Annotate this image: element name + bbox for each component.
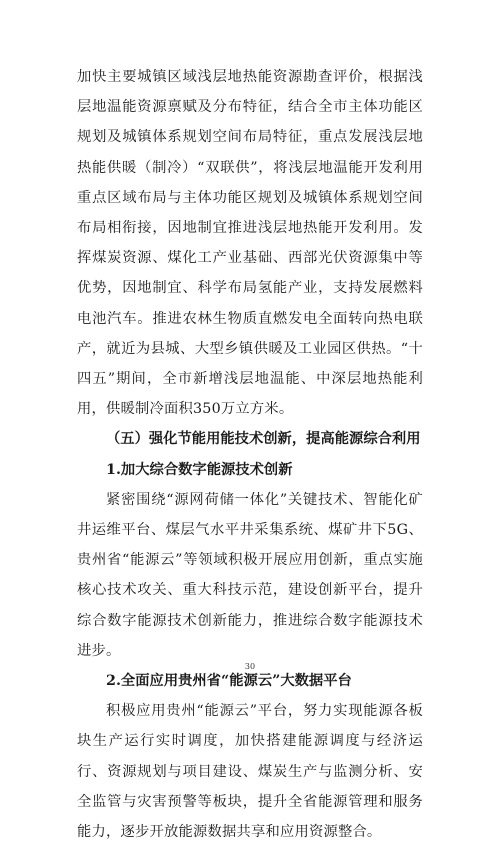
paragraph-geothermal: 加快主要城镇区域浅层地热能资源勘查评价，根据浅层地温能资源禀赋及分布特征，结合全市主体功能区规划及城镇体系规划空间布局特征，重点发展浅层地热能供暖（制冷）“双联供”，将浅层地温能开发利用重点区域布局与主体功能区规划及城镇体系规划空间布局相衔接，因地制宜推进浅层地热能开发利用。发挥煤炭资源、煤化工产业基础、西部光伏资源集中等优势，因地制宜、科学布局氢能产业，支持发展燃料电池汽车。推进农林生物质直燃发电全面转向热电联产，就近为县城、大型乡镇供暖及工业园区供热。“十四五”期间，全市新增浅层地温能、中深层地热能利用，供暖制冷面积350万立方米。 — [77, 69, 423, 418]
page-content — [77, 62, 423, 847]
paragraph-energy-cloud: 积极应用贵州“能源云”平台，努力实现能源各板块生产运行实时调度，加快搭建能源调度与经济运行、资源规划与项目建设、煤炭生产与监测分析、安全监管与灾害预警等板块，提升全省能源管理和服务能力，逐步开放能源数据共享和应用资源整合。 — [77, 703, 423, 841]
subsection-heading-2: 2.全面应用贵州省“能源云”大数据平台 — [106, 673, 352, 690]
subsection-heading-1: 1.加大综合数字能源技术创新 — [106, 461, 293, 478]
paragraph-digital-energy: 紧密围绕“源网荷储一体化”关键技术、智能化矿井运维平台、煤层气水平井采集系统、煤矿井下5G、贵州省“能源云”等领域积极开展应用创新，重点实施核心技术攻关、重大科技示范，建设创新平台，提升综合数字能源技术创新能力，推进综合数字能源技术进步。 — [77, 491, 423, 659]
section-heading-5: （五）强化节能用能技术创新，提高能源综合利用 — [106, 431, 421, 448]
page-number: 30 — [244, 662, 256, 671]
